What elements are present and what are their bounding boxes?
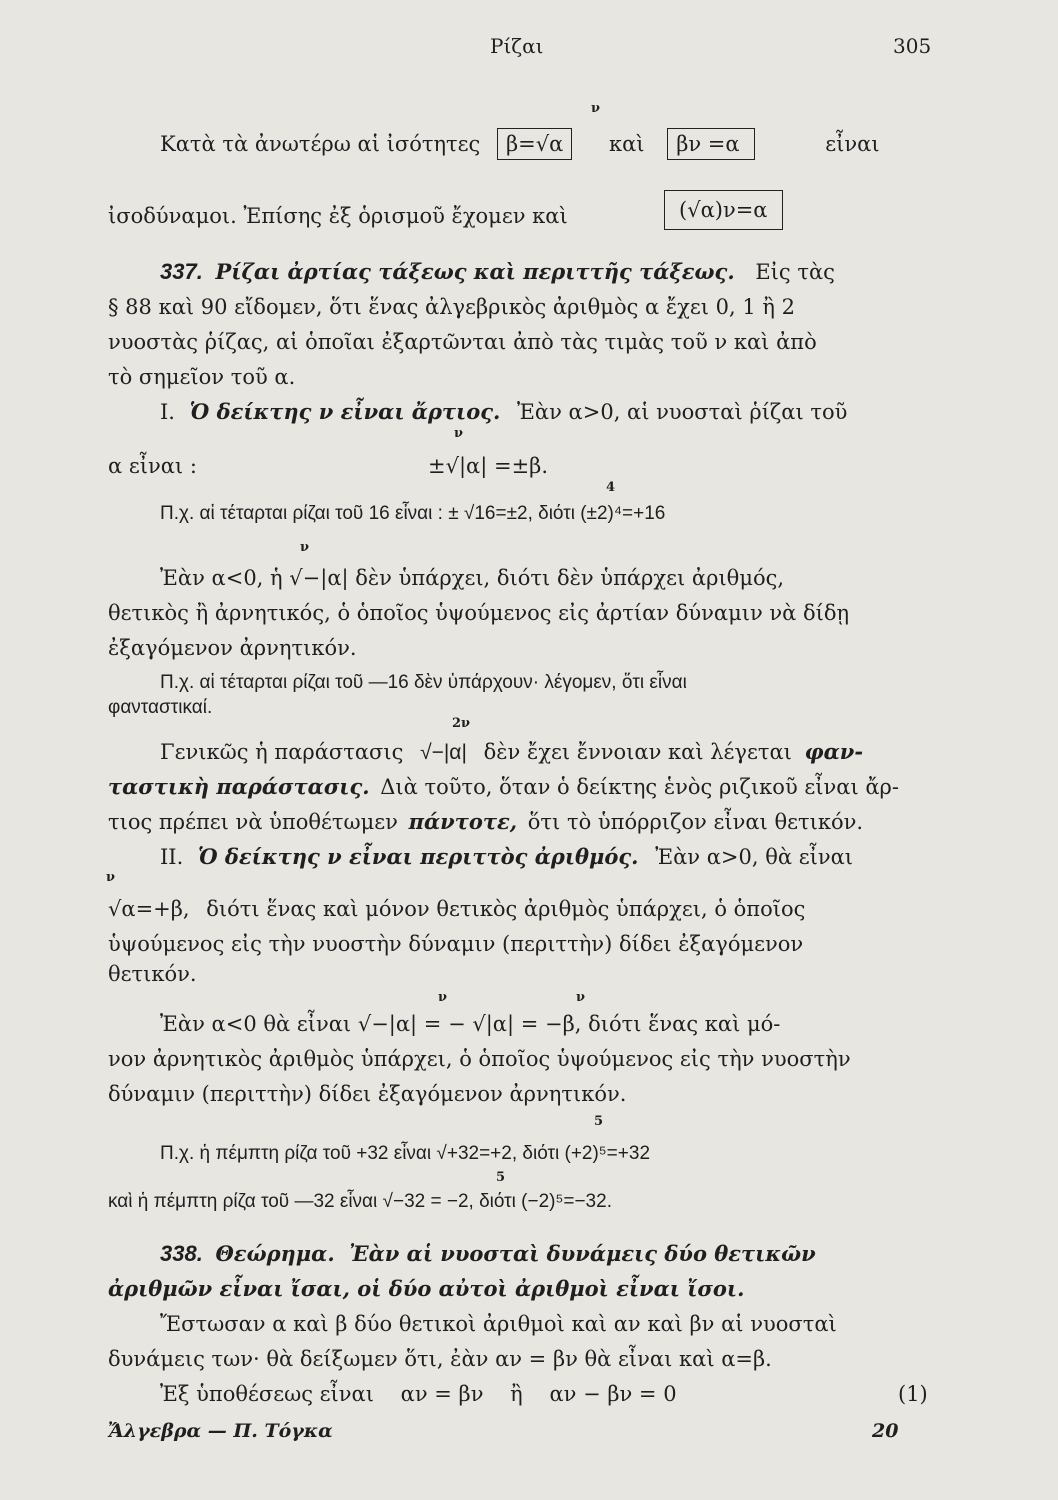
example-line: Π.χ. αἱ τέταρται ρίζαι τοῦ 16 εἶναι : ± √16=±2, διότι (±2)⁴=+16 [160, 503, 666, 524]
body-line: τὸ σημεῖον τοῦ α. [108, 365, 296, 389]
emphasis: φαν- [804, 739, 864, 764]
case-title: Ὁ δείκτης ν εἶναι ἄρτιος. [189, 399, 501, 424]
case-ii-line-1 [108, 895, 805, 923]
root-index-five: 5 [496, 1170, 506, 1185]
root-index-five: 5 [594, 1114, 604, 1129]
formula-plus-minus: ±√|α| =±β. [428, 454, 548, 478]
general-line-2 [108, 773, 899, 801]
equation-box-1: β=√α [497, 128, 572, 160]
intro-text: Κατὰ τὰ ἀνωτέρω αἱ ἰσότητες [160, 132, 481, 156]
root-index-nu: ν [300, 540, 310, 555]
formula: √−|α| [420, 741, 467, 764]
and-word: καὶ [608, 132, 645, 156]
case-label: Ι. [160, 400, 175, 424]
section-title: Θεώρημα. [215, 1241, 335, 1266]
case-title: Ὁ δείκτης ν εἶναι περιττὸς ἀριθμός. [197, 844, 639, 869]
root-index-nu: ν [106, 870, 116, 885]
body-line: δύναμιν (περιττὴν) δίδει ἐξαγόμενον ἀρνητικόν. [108, 1082, 627, 1106]
body-line: Ἐὰν α<0, ἡ √−|α| δὲν ὑπάρχει, διότι δὲν ὑπάρχει ἀριθμός, [160, 566, 785, 590]
body-text: Ἐὰν α>0, θὰ εἶναι [655, 845, 854, 869]
case-i-heading [160, 398, 847, 426]
page-number: 305 [893, 34, 932, 58]
are-word: εἶναι [825, 132, 880, 156]
root-index-nu: ν [454, 426, 464, 441]
body-text: ὅτι τὸ ὑπόρριζον εἶναι θετικόν. [527, 810, 864, 834]
body-text: δὲν ἔχει ἔννοιαν καὶ λέγεται [483, 740, 792, 764]
emphasis: πάντοτε, [408, 809, 518, 834]
section-337-heading [160, 258, 835, 286]
root-index-nu: ν [576, 990, 586, 1005]
equation-number: (1) [898, 1382, 928, 1406]
case-ii-heading [160, 843, 853, 871]
general-line-3 [108, 808, 863, 836]
body-text: Διὰ τοῦτο, ὅταν ὁ δείκτης ἑνὸς ριζικοῦ εἶναι ἄρ- [380, 775, 899, 799]
alpha-is: α εἶναι : [108, 454, 197, 478]
root-index-two-nu: 2ν [452, 716, 471, 731]
formula: √α=+β, [108, 897, 190, 921]
equation-box-2: βν =α [667, 128, 754, 160]
body-line: θετικόν. [108, 962, 197, 986]
example-line: καὶ ἡ πέμπτη ρίζα τοῦ —32 εἶναι √−32 = −2, διότι (−2)⁵=−32. [108, 1191, 612, 1212]
body-line: νον ἀρνητικὸς ἀριθμὸς ὑπάρχει, ὁ ὁποῖος ὑψούμενος εἰς τὴν νυοστὴν [108, 1047, 851, 1071]
footer-sheet-number: 20 [872, 1420, 899, 1442]
body-text: Ἐὰν α>0, αἱ νυοσταὶ ῥίζαι τοῦ [517, 400, 848, 424]
case-label: ΙΙ. [160, 845, 184, 869]
general-line-1 [160, 738, 863, 767]
equation-box-3: (√α)ν=α [664, 190, 783, 230]
theorem-statement: ἀριθμῶν εἶναι ἴσαι, οἱ δύο αὐτοὶ ἀριθμοὶ εἶναι ἴσοι. [108, 1276, 745, 1301]
body-line: θετικὸς ἢ ἀρνητικός, ὁ ὁποῖος ὑψούμενος εἰς ἀρτίαν δύναμιν νὰ δίδῃ [108, 601, 850, 625]
intro-line-1 [160, 128, 880, 160]
running-head: Ρίζαι [490, 34, 544, 58]
root-index-nu: ν [591, 101, 601, 116]
example-line: Π.χ. αἱ τέταρται ρίζαι τοῦ —16 δὲν ὑπάρχουν· λέγομεν, ὅτι εἶναι [160, 672, 687, 693]
theorem-statement: Ἐὰν αἱ νυοσταὶ δυνάμεις δύο θετικῶν [349, 1241, 816, 1266]
body-line: νυοστὰς ῥίζας, αἱ ὁποῖαι ἐξαρτῶνται ἀπὸ τὰς τιμὰς τοῦ ν καὶ ἀπὸ [108, 330, 817, 354]
body-text: διότι ἕνας καὶ μόνον θετικὸς ἀριθμὸς ὑπάρχει, ὁ ὁποῖος [206, 897, 806, 921]
root-index-nu: ν [438, 990, 448, 1005]
body-text: Εἰς τὰς [755, 260, 835, 284]
intro-line-2: ἰσοδύναμοι. Ἐπίσης ἐξ ὁρισμοῦ ἔχομεν καὶ [108, 204, 568, 228]
emphasis: ταστικὴ παράστασις. [108, 774, 370, 799]
body-line: Ἐξ ὑποθέσεως εἶναι αν = βν ἢ αν − βν = 0 [160, 1382, 677, 1406]
section-number: 338. [160, 1241, 203, 1266]
equation-box-3-wrap [664, 190, 783, 230]
body-text: τιος πρέπει νὰ ὑποθέτωμεν [108, 810, 398, 834]
body-line: ὑψούμενος εἰς τὴν νυοστὴν δύναμιν (περιττὴν) δίδει ἐξαγόμενον [108, 932, 804, 956]
example-line: Π.χ. ἡ πέμπτη ρίζα τοῦ +32 εἶναι √+32=+2, διότι (+2)⁵=+32 [160, 1143, 651, 1164]
root-index-four: 4 [606, 480, 616, 495]
example-line: φανταστικαί. [108, 697, 213, 718]
body-line: ἐξαγόμενον ἀρνητικόν. [108, 636, 357, 660]
section-number: 337. [160, 259, 203, 284]
body-line: Ἔστωσαν α καὶ β δύο θετικοὶ ἀριθμοὶ καὶ αν καὶ βν αἱ νυοσταὶ [160, 1312, 837, 1336]
section-338-heading [160, 1240, 816, 1268]
footer-book-title: Ἄλγεβρα — Π. Τόγκα [108, 1420, 333, 1442]
body-line: Ἐὰν α<0 θὰ εἶναι √−|α| = − √|α| = −β, διότι ἕνας καὶ μό- [160, 1012, 781, 1036]
body-text: Γενικῶς ἡ παράστασις [160, 740, 404, 764]
body-line: δυνάμεις των· θὰ δείξωμεν ὅτι, ἐὰν αν = βν θὰ εἶναι καὶ α=β. [108, 1347, 772, 1371]
body-line: § 88 καὶ 90 εἴδομεν, ὅτι ἕνας ἀλγεβρικὸς ἀριθμὸς α ἔχει 0, 1 ἢ 2 [108, 295, 796, 319]
section-title: Ρίζαι ἀρτίας τάξεως καὶ περιττῆς τάξεως. [215, 259, 735, 284]
